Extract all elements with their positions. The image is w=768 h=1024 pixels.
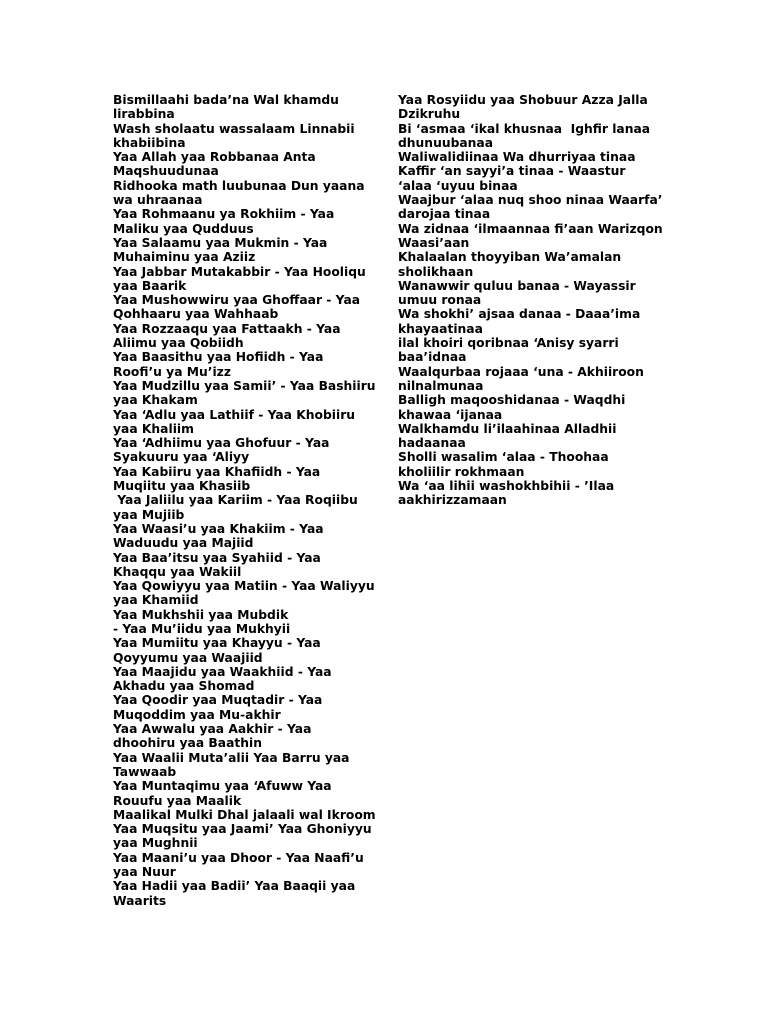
text-line: yaa Baarik xyxy=(113,278,187,293)
text-line: Yaa Mudzillu yaa Samii’ - Yaa Bashiiru xyxy=(113,378,376,393)
text-line: Wa ‘aa lihii washokhbihii - ’Ilaa xyxy=(398,479,615,494)
text-line: Yaa Qowiyyu yaa Matiin - Yaa Waliyyu xyxy=(113,579,375,594)
text-line: Yaa Jaliilu yaa Kariim - Yaa Roqiibu xyxy=(113,493,358,508)
text-line: yaa Mujiib xyxy=(113,507,185,522)
text-line: Yaa ‘Adlu yaa Lathiif - Yaa Khobiiru xyxy=(113,407,356,422)
text-line: ‘alaa ‘uyuu binaa xyxy=(398,178,518,193)
text-line: Wash sholaatu wassalaam Linnabii xyxy=(113,121,355,136)
text-line: Yaa Maani’u yaa Dhoor - Yaa Naafi’u xyxy=(113,850,364,865)
text-line: aakhirizzamaan xyxy=(398,493,507,508)
text-line: baa’idnaa xyxy=(398,350,467,365)
text-line: Wanawwir quluu banaa - Wayassir xyxy=(398,278,636,293)
text-line: ilal khoiri qoribnaa ‘Anisy syarri xyxy=(398,336,619,351)
text-line: Yaa Qoodir yaa Muqtadir - Yaa xyxy=(113,693,323,708)
text-line: Yaa Kabiiru yaa Khafiidh - Yaa xyxy=(113,464,321,479)
text-line: Tawwaab xyxy=(113,764,177,779)
text-line: Bismillaahi bada’na Wal khamdu xyxy=(113,93,339,107)
text-line: Yaa Allah yaa Robbanaa Anta xyxy=(113,150,316,165)
text-line: Waliwalidiinaa Wa dhurriyaa tinaa xyxy=(398,150,636,165)
text-line: Akhadu yaa Shomad xyxy=(113,679,255,694)
text-line: Waduudu yaa Majiid xyxy=(113,536,254,551)
text-line: Yaa Maajidu yaa Waakhiid - Yaa xyxy=(113,664,332,679)
text-line: Rouufu yaa Maalik xyxy=(113,793,242,808)
text-line: Khalaalan thoyyiban Wa’amalan xyxy=(398,250,622,265)
text-line: yaa Khakam xyxy=(113,393,198,408)
text-line: Maalikal Mulki Dhal jalaali wal Ikroom xyxy=(113,807,376,822)
text-line: hadaanaa xyxy=(398,436,466,451)
text-line: Qohhaaru yaa Wahhaab xyxy=(113,307,279,322)
text-line: Waajbur ‘alaa nuq shoo ninaa Waarfa’ xyxy=(398,193,663,208)
text-line: Waarits xyxy=(113,893,167,908)
text-line: Yaa Waasi’u yaa Khakiim - Yaa xyxy=(113,521,324,536)
text-line: Khaqqu yaa Wakiil xyxy=(113,564,242,579)
text-line: yaa Khamiid xyxy=(113,593,199,608)
text-line: Maliku yaa Qudduus xyxy=(113,221,254,236)
text-line: Muqoddim yaa Mu-akhir xyxy=(113,707,281,722)
text-line: dhoohiru yaa Baathin xyxy=(113,736,262,751)
text-line: Muqiitu yaa Khasiib xyxy=(113,479,251,494)
text-line: yaa Nuur xyxy=(113,865,176,880)
text-line: Yaa ‘Adhiimu yaa Ghofuur - Yaa xyxy=(113,436,330,451)
text-line: yaa Khaliim xyxy=(113,421,194,436)
text-line: Yaa Muqsitu yaa Jaami’ Yaa Ghoniyyu xyxy=(113,822,372,837)
text-line: Yaa Rozzaaqu yaa Fattaakh - Yaa xyxy=(113,321,341,336)
text-line: Aliimu yaa Qobiidh xyxy=(113,336,244,351)
text-line: sholikhaan xyxy=(398,264,474,279)
text-line: umuu ronaa xyxy=(398,293,482,308)
text-line: Qoyyumu yaa Waajiid xyxy=(113,650,263,665)
text-line: yaa Mughnii xyxy=(113,836,198,851)
text-line: - Yaa Mu’iidu yaa Mukhyii xyxy=(113,621,291,636)
text-line: Yaa Baasithu yaa Hofiidh - Yaa xyxy=(113,350,324,365)
text-line: Syakuuru yaa ‘Aliyy xyxy=(113,450,250,465)
text-line: darojaa tinaa xyxy=(398,207,491,222)
text-line: Yaa Mumiitu yaa Khayyu - Yaa xyxy=(113,636,321,651)
text-line: Yaa Mukhshii yaa Mubdik xyxy=(113,607,289,622)
text-line: Walkhamdu li’ilaahinaa Alladhii xyxy=(398,421,617,436)
text-line: Dzikruhu xyxy=(398,107,461,122)
text-line: khawaa ‘ijanaa xyxy=(398,407,503,422)
text-line: Wa zidnaa ‘ilmaannaa fi’aan Warizqon xyxy=(398,221,663,236)
text-line: dhunuubanaa xyxy=(398,135,494,150)
text-line: Ridhooka math luubunaa Dun yaana xyxy=(113,178,365,193)
right-text-column xyxy=(398,93,663,508)
text-line: Yaa Mushowwiru yaa Ghoffaar - Yaa xyxy=(113,293,361,308)
text-line: Yaa Rohmaanu ya Rokhiim - Yaa xyxy=(113,207,335,222)
text-line: Yaa Awwalu yaa Aakhir - Yaa xyxy=(113,722,312,737)
text-line: nilnalmunaa xyxy=(398,378,484,393)
text-line: Yaa Hadii yaa Badii’ Yaa Baaqii yaa xyxy=(113,879,356,894)
text-line: Sholli wasalim ‘alaa - Thoohaa xyxy=(398,450,609,465)
text-line: Yaa Muntaqimu yaa ‘Afuww Yaa xyxy=(113,779,332,794)
text-line: Maqshuudunaa xyxy=(113,164,219,179)
text-line: Yaa Jabbar Mutakabbir - Yaa Hooliqu xyxy=(113,264,366,279)
text-line: khayaatinaa xyxy=(398,321,483,336)
left-text-column xyxy=(113,93,375,908)
text-line: Bi ‘asmaa ‘ikal khusnaa Ighfir lanaa xyxy=(398,121,651,136)
text-line: Yaa Waalii Muta’alii Yaa Barru yaa xyxy=(113,750,350,765)
text-line: Yaa Rosyiidu yaa Shobuur Azza Jalla xyxy=(398,93,648,107)
text-line: lirabbina xyxy=(113,107,175,122)
text-line: Kaffir ‘an sayyi’a tinaa - Waastur xyxy=(398,164,626,179)
text-line: khabiibina xyxy=(113,135,186,150)
text-line: Roofi’u ya Mu’izz xyxy=(113,364,231,379)
text-line: Balligh maqooshidanaa - Waqdhi xyxy=(398,393,626,408)
text-line: Waalqurbaa rojaaa ‘una - Akhiiroon xyxy=(398,364,644,379)
text-line: Waasi’aan xyxy=(398,235,470,250)
text-line: Yaa Salaamu yaa Mukmin - Yaa xyxy=(113,235,328,250)
text-line: Muhaiminu yaa Aziiz xyxy=(113,250,256,265)
text-line: wa uhraanaa xyxy=(113,193,203,208)
text-line: Yaa Baa’itsu yaa Syahiid - Yaa xyxy=(113,550,321,565)
text-line: Wa shokhi’ ajsaa danaa - Daaa’ima xyxy=(398,307,641,322)
text-line: kholiilir rokhmaan xyxy=(398,464,525,479)
